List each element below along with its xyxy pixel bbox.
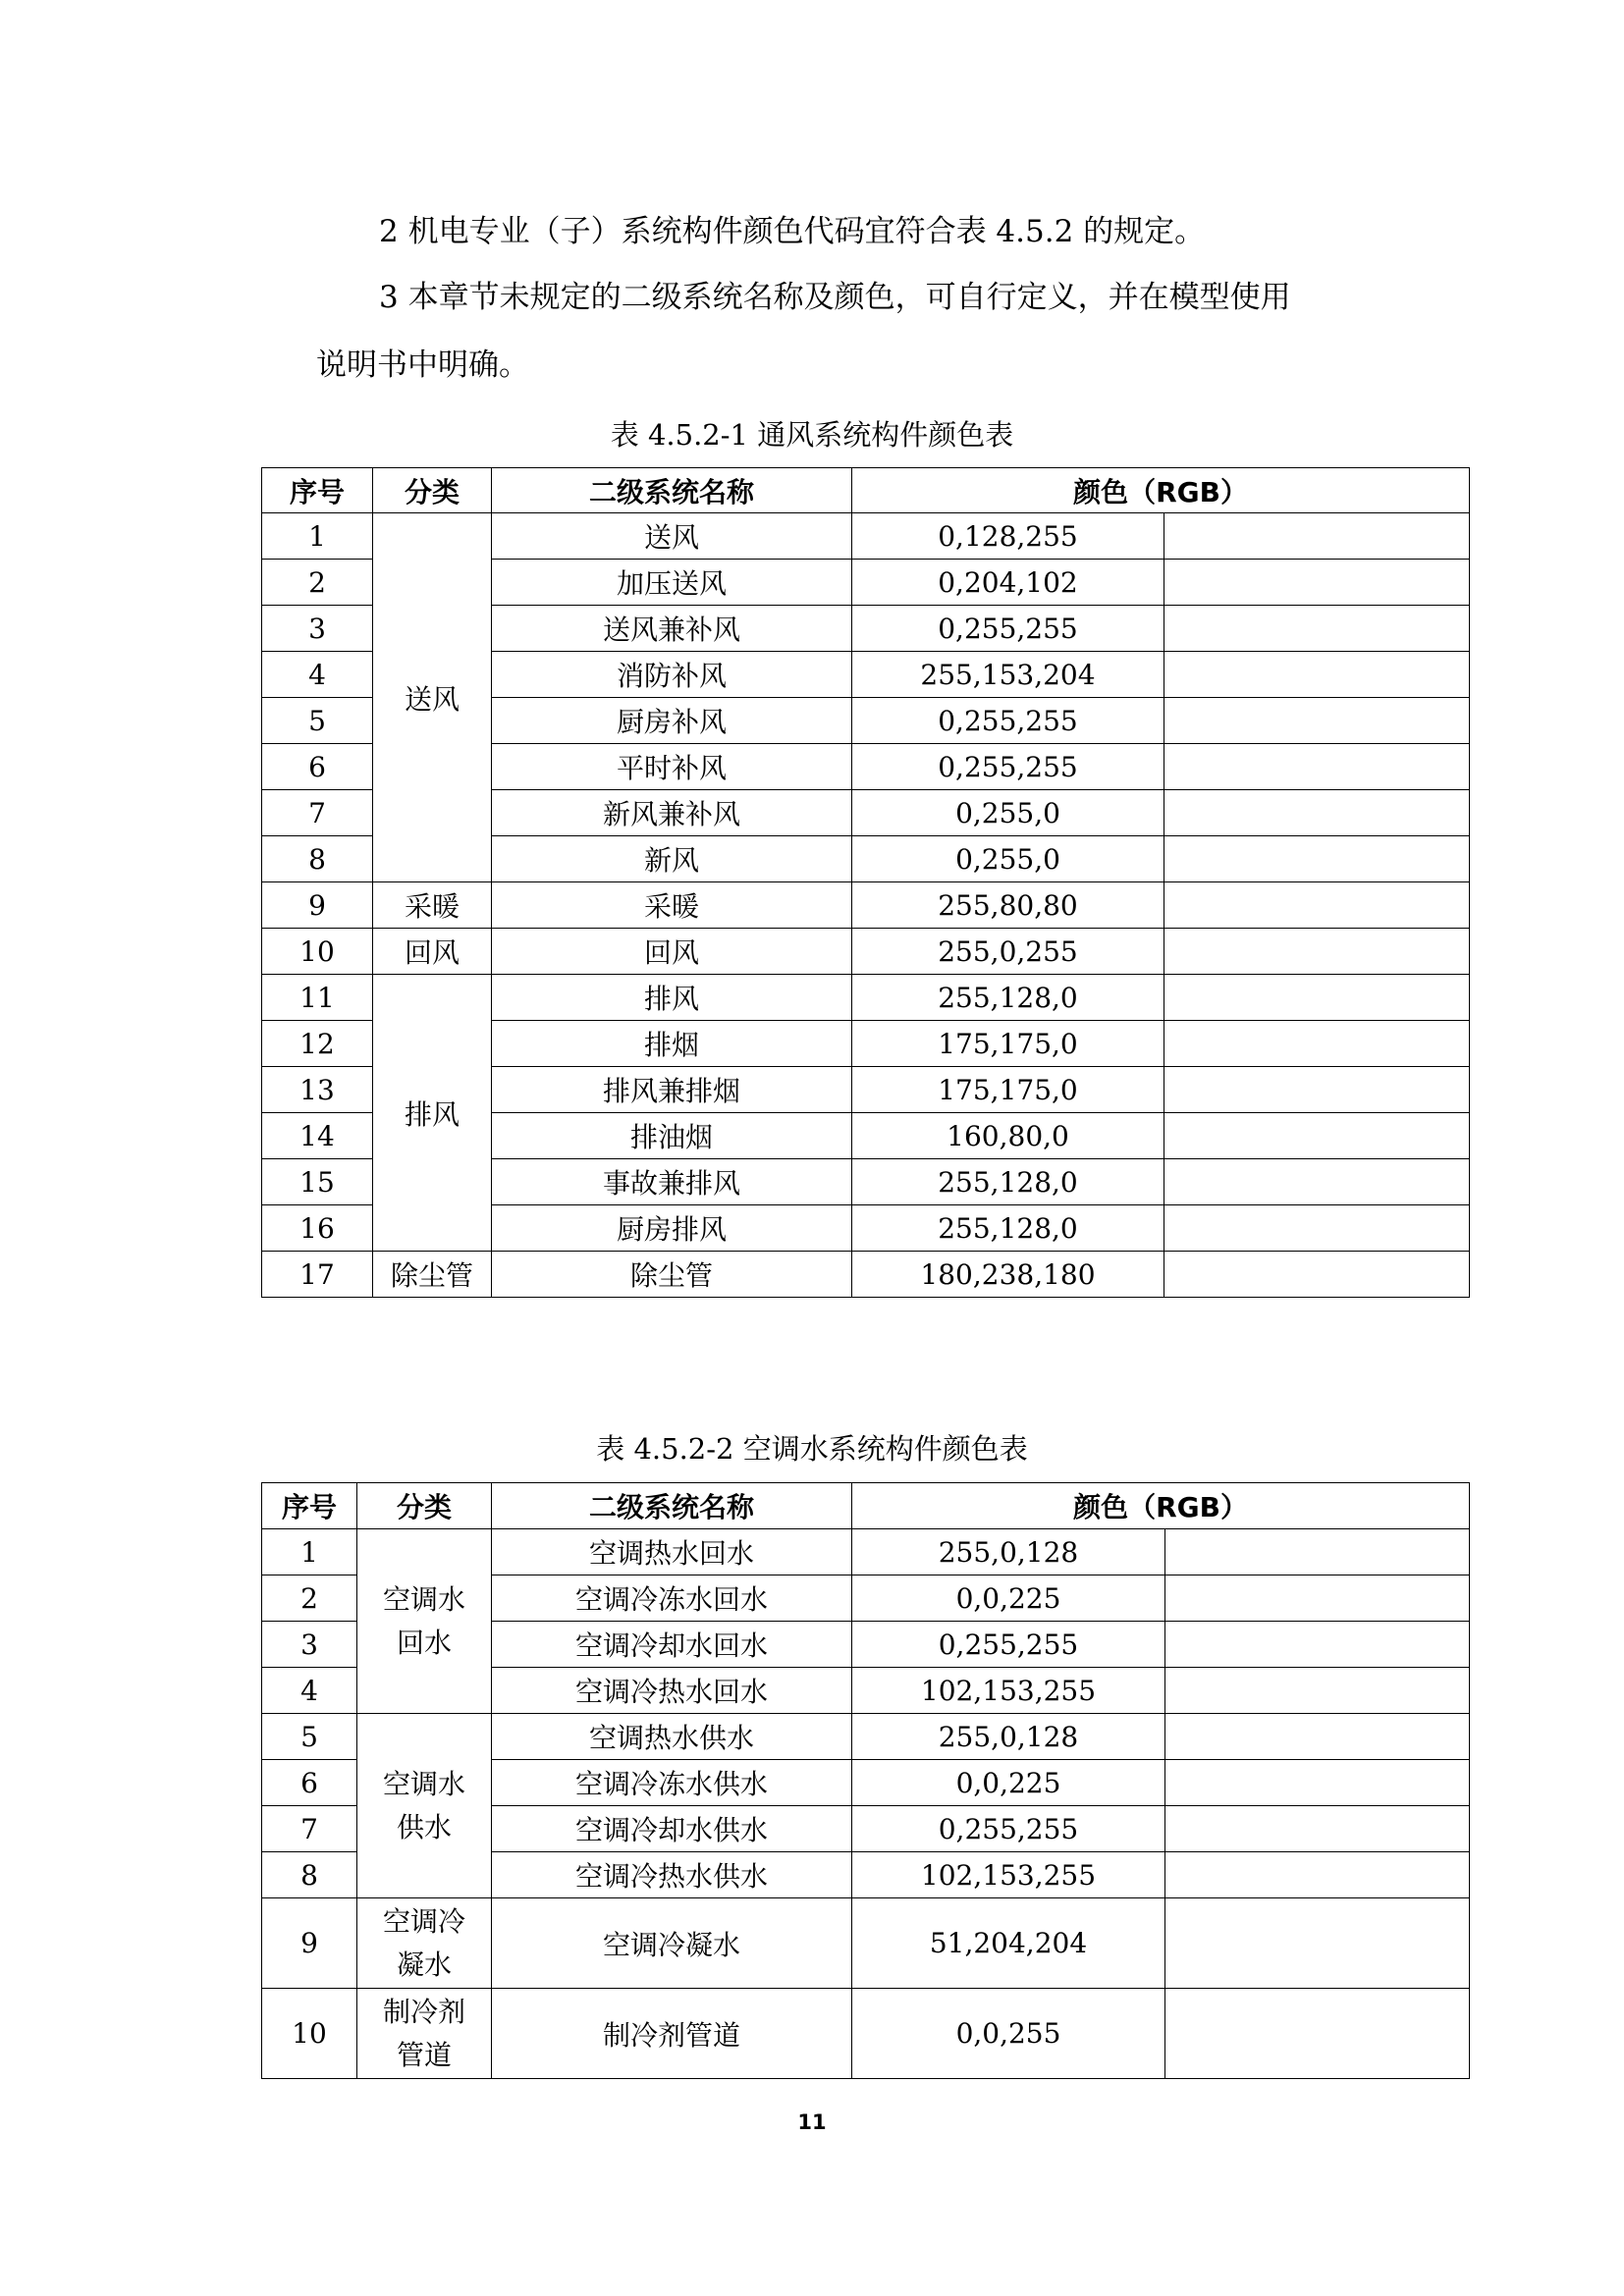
header-index: 序号 [262, 468, 373, 513]
category-line: 供水 [396, 1810, 452, 1843]
category-line: 回水 [396, 1626, 452, 1659]
category-line: 空调冷 [382, 1904, 465, 1938]
table-row [262, 513, 1470, 560]
row-index: 6 [262, 744, 373, 790]
row-index: 1 [262, 1529, 357, 1575]
row-index: 4 [262, 1668, 357, 1714]
rgb-value: 0,0,255 [852, 1989, 1165, 2079]
table-row [262, 929, 1470, 975]
row-index: 3 [262, 1622, 357, 1668]
rgb-value: 160,80,0 [852, 1113, 1164, 1159]
category-line: 凝水 [396, 1948, 452, 1981]
row-index: 15 [262, 1159, 373, 1205]
color-swatch-cell [1164, 882, 1470, 929]
rgb-value: 255,0,128 [852, 1714, 1165, 1760]
color-swatch-cell [1165, 1989, 1470, 2079]
header-subsystem-name: 二级系统名称 [492, 468, 852, 513]
row-index: 1 [262, 513, 373, 560]
color-swatch-cell [1165, 1575, 1470, 1622]
color-swatch-cell [1164, 1067, 1470, 1113]
subsystem-name: 回风 [492, 929, 852, 975]
color-swatch-cell [1164, 560, 1470, 606]
row-index: 4 [262, 652, 373, 698]
rgb-value: 0,255,255 [852, 1806, 1165, 1852]
table-row [262, 1529, 1470, 1575]
color-swatch-cell [1165, 1806, 1470, 1852]
category-cell: 除尘管 [373, 1252, 492, 1298]
rgb-value: 102,153,255 [852, 1852, 1165, 1898]
rgb-value: 0,255,255 [852, 1622, 1165, 1668]
header-subsystem-name: 二级系统名称 [492, 1483, 852, 1529]
color-swatch-cell [1165, 1760, 1470, 1806]
row-index: 7 [262, 1806, 357, 1852]
paragraph-item-3: 3 本章节未规定的二级系统名称及颜色，可自行定义，并在模型使用 [379, 280, 1291, 315]
row-index: 17 [262, 1252, 373, 1298]
color-swatch-cell [1165, 1898, 1470, 1989]
row-index: 6 [262, 1760, 357, 1806]
color-swatch-cell [1164, 744, 1470, 790]
subsystem-name: 排风 [492, 975, 852, 1021]
subsystem-name: 加压送风 [492, 560, 852, 606]
category-cell: 采暖 [373, 882, 492, 929]
category-line: 制冷剂 [382, 1995, 465, 2028]
rgb-value: 51,204,204 [852, 1898, 1165, 1989]
table-row [262, 882, 1470, 929]
color-swatch-cell [1165, 1714, 1470, 1760]
color-swatch-cell [1164, 1021, 1470, 1067]
header-category: 分类 [357, 1483, 492, 1529]
subsystem-name: 空调热水回水 [492, 1529, 852, 1575]
row-index: 5 [262, 698, 373, 744]
subsystem-name: 平时补风 [492, 744, 852, 790]
row-index: 9 [262, 882, 373, 929]
rgb-value: 0,255,0 [852, 790, 1164, 836]
rgb-value: 255,0,255 [852, 929, 1164, 975]
row-index: 10 [262, 929, 373, 975]
ventilation-color-table [261, 467, 1470, 1298]
subsystem-name: 除尘管 [492, 1252, 852, 1298]
color-swatch-cell [1164, 1113, 1470, 1159]
subsystem-name: 空调冷热水供水 [492, 1852, 852, 1898]
color-swatch-cell [1164, 652, 1470, 698]
category-cell: 送风 [373, 513, 492, 882]
rgb-value: 102,153,255 [852, 1668, 1165, 1714]
rgb-value: 255,153,204 [852, 652, 1164, 698]
rgb-value: 175,175,0 [852, 1067, 1164, 1113]
table-row [262, 975, 1470, 1021]
subsystem-name: 空调冷却水回水 [492, 1622, 852, 1668]
category-cell [357, 1714, 492, 1898]
rgb-value: 0,0,225 [852, 1575, 1165, 1622]
subsystem-name: 事故兼排风 [492, 1159, 852, 1205]
row-index: 14 [262, 1113, 373, 1159]
color-swatch-cell [1164, 975, 1470, 1021]
rgb-value: 0,0,225 [852, 1760, 1165, 1806]
rgb-value: 0,128,255 [852, 513, 1164, 560]
subsystem-name: 排油烟 [492, 1113, 852, 1159]
header-color-rgb: 颜色（RGB） [852, 1483, 1470, 1529]
rgb-value: 255,128,0 [852, 975, 1164, 1021]
color-swatch-cell [1165, 1529, 1470, 1575]
color-swatch-cell [1164, 929, 1470, 975]
subsystem-name: 制冷剂管道 [492, 1989, 852, 2079]
row-index: 8 [262, 836, 373, 882]
table-row [262, 1714, 1470, 1760]
rgb-value: 0,255,255 [852, 698, 1164, 744]
row-index: 5 [262, 1714, 357, 1760]
row-index: 8 [262, 1852, 357, 1898]
color-swatch-cell [1165, 1622, 1470, 1668]
subsystem-name: 厨房补风 [492, 698, 852, 744]
subsystem-name: 空调冷凝水 [492, 1898, 852, 1989]
subsystem-name: 新风 [492, 836, 852, 882]
rgb-value: 180,238,180 [852, 1252, 1164, 1298]
row-index: 9 [262, 1898, 357, 1989]
paragraph-item-2: 2 机电专业（子）系统构件颜色代码宜符合表 4.5.2 的规定。 [379, 214, 1206, 249]
subsystem-name: 厨房排风 [492, 1205, 852, 1252]
color-swatch-cell [1164, 836, 1470, 882]
color-swatch-cell [1164, 1205, 1470, 1252]
category-cell: 排风 [373, 975, 492, 1252]
color-swatch-cell [1164, 698, 1470, 744]
rgb-value: 0,255,0 [852, 836, 1164, 882]
color-swatch-cell [1164, 606, 1470, 652]
color-swatch-cell [1165, 1852, 1470, 1898]
color-swatch-cell [1165, 1668, 1470, 1714]
rgb-value: 0,255,255 [852, 606, 1164, 652]
table-row [262, 1252, 1470, 1298]
row-index: 2 [262, 560, 373, 606]
category-line: 空调水 [382, 1582, 465, 1616]
rgb-value: 255,128,0 [852, 1205, 1164, 1252]
row-index: 13 [262, 1067, 373, 1113]
rgb-value: 175,175,0 [852, 1021, 1164, 1067]
row-index: 16 [262, 1205, 373, 1252]
paragraph-item-3-continuation: 说明书中明确。 [316, 347, 529, 383]
subsystem-name: 空调冷却水供水 [492, 1806, 852, 1852]
color-swatch-cell [1164, 790, 1470, 836]
category-cell [357, 1898, 492, 1989]
color-swatch-cell [1164, 1159, 1470, 1205]
table-row [262, 1898, 1470, 1989]
category-cell [357, 1529, 492, 1714]
row-index: 12 [262, 1021, 373, 1067]
rgb-value: 255,0,128 [852, 1529, 1165, 1575]
row-index: 3 [262, 606, 373, 652]
subsystem-name: 送风 [492, 513, 852, 560]
subsystem-name: 采暖 [492, 882, 852, 929]
subsystem-name: 消防补风 [492, 652, 852, 698]
row-index: 2 [262, 1575, 357, 1622]
page-number: 11 [797, 2110, 827, 2134]
subsystem-name: 空调冷热水回水 [492, 1668, 852, 1714]
row-index: 7 [262, 790, 373, 836]
row-index: 10 [262, 1989, 357, 2079]
color-swatch-cell [1164, 513, 1470, 560]
rgb-value: 0,255,255 [852, 744, 1164, 790]
rgb-value: 255,80,80 [852, 882, 1164, 929]
category-line: 管道 [396, 2038, 452, 2071]
subsystem-name: 送风兼补风 [492, 606, 852, 652]
table2-caption: 表 4.5.2-2 空调水系统构件颜色表 [596, 1432, 1028, 1466]
ac-water-color-table [261, 1482, 1470, 2079]
header-color-rgb: 颜色（RGB） [852, 468, 1470, 513]
header-category: 分类 [373, 468, 492, 513]
rgb-value: 255,128,0 [852, 1159, 1164, 1205]
category-line: 空调水 [382, 1767, 465, 1800]
table1-caption: 表 4.5.2-1 通风系统构件颜色表 [610, 418, 1014, 452]
row-index: 11 [262, 975, 373, 1021]
color-swatch-cell [1164, 1252, 1470, 1298]
category-cell [357, 1989, 492, 2079]
category-cell: 回风 [373, 929, 492, 975]
table-row [262, 1989, 1470, 2079]
subsystem-name: 排风兼排烟 [492, 1067, 852, 1113]
rgb-value: 0,204,102 [852, 560, 1164, 606]
subsystem-name: 空调冷冻水回水 [492, 1575, 852, 1622]
header-index: 序号 [262, 1483, 357, 1529]
subsystem-name: 排烟 [492, 1021, 852, 1067]
subsystem-name: 新风兼补风 [492, 790, 852, 836]
subsystem-name: 空调热水供水 [492, 1714, 852, 1760]
subsystem-name: 空调冷冻水供水 [492, 1760, 852, 1806]
